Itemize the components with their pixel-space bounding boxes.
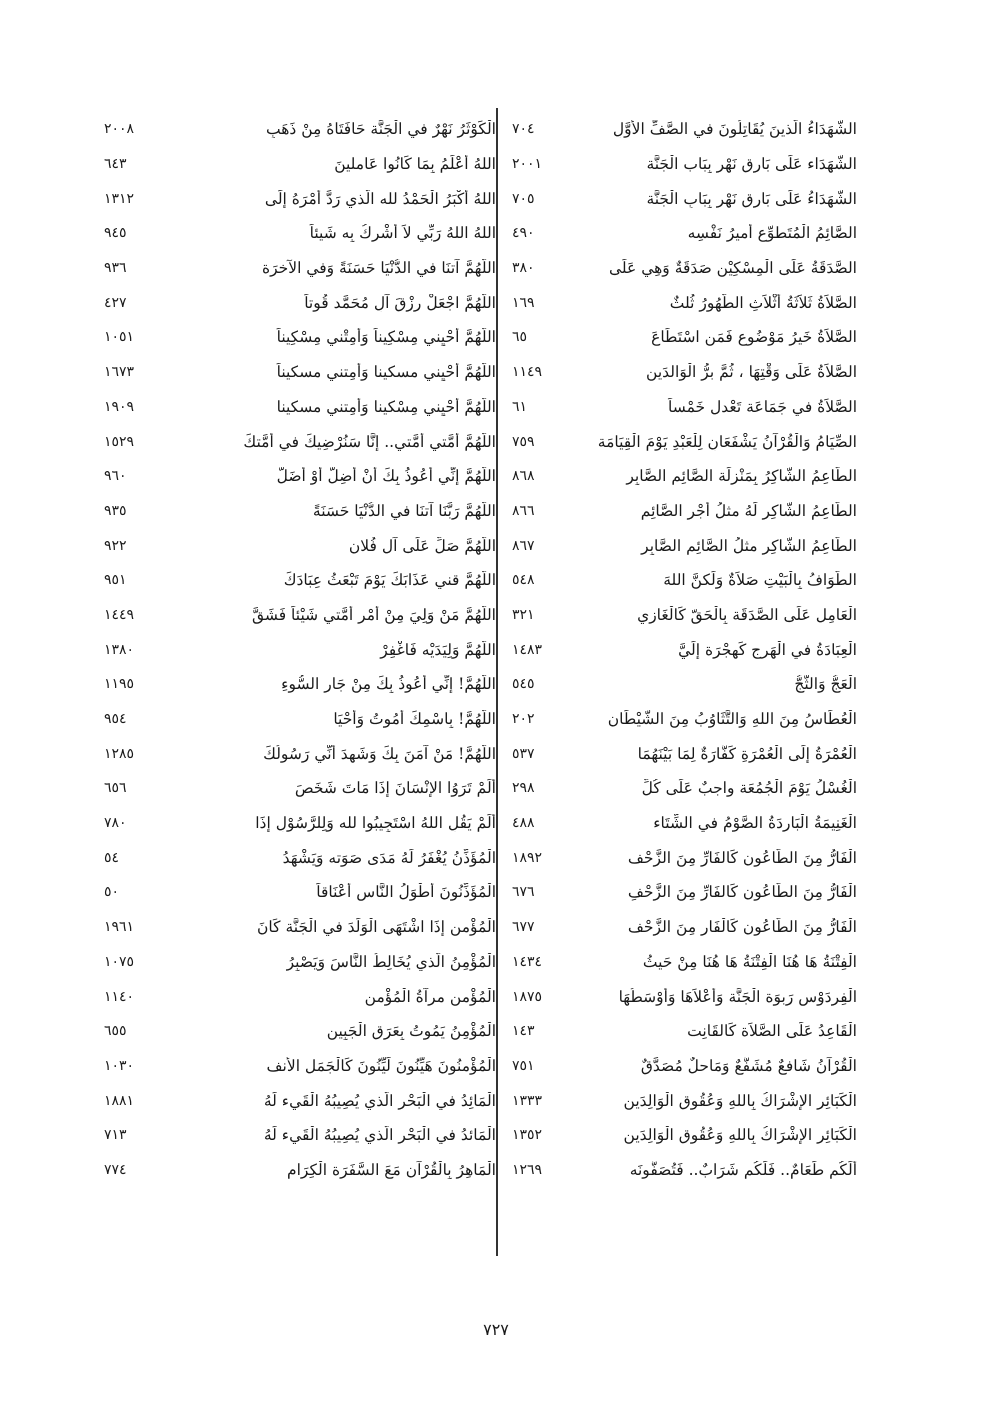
- entry-page-number: ٨٦٦: [512, 502, 535, 519]
- index-column-left: [104, 112, 496, 1187]
- entry-phrase: الشُّهَدَاءُ عَلَى بَارِق نَهْر بِبَابِ الْجَنَّة: [646, 189, 857, 208]
- entry-page-number: ٥٤: [104, 849, 120, 866]
- index-entry: [512, 390, 857, 425]
- entry-phrase: الْمُؤَذِّنُونَ أَطْوَلُ النَّاسِ أَعْنَاقاً: [316, 883, 496, 902]
- index-entry: [104, 840, 496, 875]
- index-entry: [104, 598, 496, 633]
- index-entry: [104, 1118, 496, 1153]
- entry-page-number: ٦٧٧: [512, 919, 535, 936]
- index-entry: [104, 147, 496, 182]
- entry-page-number: ٢٠٠٨: [104, 121, 135, 138]
- entry-page-number: ١٤٤٩: [104, 606, 135, 623]
- entry-page-number: ٧٠٤: [512, 121, 535, 138]
- entry-page-number: ٩٦٠: [104, 468, 127, 485]
- entry-page-number: ٥٤٨: [512, 572, 535, 589]
- entry-phrase: الطَّاعِمُ الشَّاكِر مثلُ الصَّائِم الصَّابِر: [641, 536, 857, 555]
- index-entry: [104, 875, 496, 910]
- index-entry: [104, 251, 496, 286]
- entry-phrase: الصَّائِمُ الْمُتَطوِّعِ أَميرُ نَفْسِه: [687, 224, 857, 243]
- entry-page-number: ٣٨٠: [512, 260, 535, 277]
- entry-page-number: ٢٩٨: [512, 780, 535, 797]
- index-entry: [512, 181, 857, 216]
- entry-page-number: ١٨٨١: [104, 1092, 135, 1109]
- entry-phrase: الشُّهَدَاءُ الَّذينَ يُقَاتِلُونَ في الصَّفِّ الأوَّلِ: [612, 120, 857, 139]
- index-entry: [512, 875, 857, 910]
- index-entry: [512, 494, 857, 529]
- index-entry: [104, 632, 496, 667]
- entry-phrase: اللهُ أَعْلَمُ بِمَا كَانُوا عَاملينَ: [334, 155, 496, 174]
- entry-page-number: ٩٣٥: [104, 502, 127, 519]
- index-entry: [104, 910, 496, 945]
- entry-phrase: الْعَجُّ وَالثَّجُّ: [794, 675, 857, 694]
- index-entry: [512, 528, 857, 563]
- entry-phrase: الطَّاعِمُ الشَّاكِر لَهُ مثلُ أَجْر الصَّائِم: [640, 501, 857, 520]
- entry-phrase: اللَّهُمَّ أُمَّتي أُمَّتي.. إنَّا سَنُرْضِيكَ في أُمَّتكَ: [243, 432, 496, 451]
- entry-phrase: الْمُؤْمنُونَ هَيِّنُونَ لَيِّنُونَ كَالْجَمَل الأَنف: [266, 1056, 496, 1075]
- index-entry: [512, 771, 857, 806]
- entry-page-number: ٥٣٧: [512, 745, 535, 762]
- entry-phrase: الْفِردَوْس رَبوَة الْجَنَّة وَأَعْلاَهَا وَأَوْسَطُهَا: [618, 987, 857, 1006]
- entry-page-number: ١٩٦١: [104, 919, 135, 936]
- entry-page-number: ٧٥٩: [512, 433, 535, 450]
- entry-page-number: ١٨٧٥: [512, 988, 543, 1005]
- index-entry: [104, 528, 496, 563]
- entry-page-number: ٤٢٧: [104, 294, 127, 311]
- index-entry: [512, 1118, 857, 1153]
- entry-page-number: ٣٢١: [512, 606, 535, 623]
- index-entry: [104, 1153, 496, 1188]
- entry-phrase: الْفَارُّ مِنَ الطَّاعُون كَالفَارِّ مِنَ الزَّحْف: [627, 848, 857, 867]
- entry-phrase: الطَّوَافُ بِالْبَيْتِ صَلاَةٌ وَلَكنَّ اللهَ: [663, 571, 857, 590]
- index-entry: [104, 390, 496, 425]
- entry-page-number: ٤٩٠: [512, 225, 535, 242]
- entry-page-number: ٢٠٠١: [512, 156, 543, 173]
- entry-phrase: اللَّهُمَّ إِنِّي أَعُوذُ بِكَ أَنْ أَضِلَّ أَوْ أُضَلَّ: [276, 467, 496, 486]
- entry-page-number: ٢٠٢: [512, 711, 535, 728]
- entry-phrase: اللَّهُمَّ أَحْيِني مِسْكينا وَأَمِتني مسكينا: [276, 397, 496, 416]
- entry-page-number: ١٠٥١: [104, 329, 135, 346]
- index-entry: [104, 563, 496, 598]
- entry-page-number: ٧٥١: [512, 1057, 535, 1074]
- index-entry: [512, 736, 857, 771]
- entry-phrase: الْقَاعِدُ عَلَى الصَّلاَة كَالقَانِت: [687, 1022, 857, 1041]
- index-entry: [512, 1083, 857, 1118]
- entry-page-number: ٦٥: [512, 329, 528, 346]
- entry-phrase: اللَّهُمَّ قني عَذَابَكَ يَوْمَ تَبْعَثُ عِبَادَكَ: [283, 571, 496, 590]
- entry-page-number: ٩٤٥: [104, 225, 127, 242]
- entry-phrase: الصَّلاَةُ خَيرُ مَوْضُوعٍ فَمَنِ اسْتَطَاعَ: [651, 328, 857, 347]
- index-entry: [104, 216, 496, 251]
- index-entry: [512, 632, 857, 667]
- entry-page-number: ٦١: [512, 398, 528, 415]
- entry-phrase: الْعِبَادَةُ في الْهَرجِ كَهِجْرَة إِلَيَّ: [678, 640, 857, 659]
- entry-phrase: الْغَنِيمَةُ الْبَارِدَةُ الصَّوْمُ في الشِّتَاء: [653, 814, 857, 833]
- index-entry: [104, 1014, 496, 1049]
- index-entry: [512, 702, 857, 737]
- entry-phrase: الْمُؤْمِنُ يَمُوتُ بِعَرَق الْجَبِين: [326, 1022, 496, 1041]
- entry-page-number: ١٠٣٠: [104, 1057, 135, 1074]
- entry-page-number: ١٥٢٩: [104, 433, 135, 450]
- index-column-right: [512, 112, 857, 1187]
- entry-page-number: ٧٧٤: [104, 1161, 127, 1178]
- entry-page-number: ٦٧٦: [512, 884, 535, 901]
- index-entry: [512, 1049, 857, 1084]
- entry-phrase: الْمَائدُ في الْبَحْرِ الَّذي يُصِيبُهُ الْقَيء لَهُ: [263, 1126, 496, 1145]
- entry-phrase: اللَّهُمَّ رَبَّنَا آتنَا في الدُّنْيَا حَسَنَةً: [312, 501, 496, 520]
- index-entry: [512, 355, 857, 390]
- entry-page-number: ١٢٨٥: [104, 745, 135, 762]
- entry-phrase: الْكَبَائِر الإِشْرَاكُ بِاللهِ وَعُقُوق الْوَالِدَين: [623, 1126, 857, 1145]
- entry-phrase: الْفِتْنَةُ هَا هُنَا الْفِتْنَةُ هَا هُنَا مِنْ حَيثُ: [642, 952, 857, 971]
- entry-page-number: ١٤٣٤: [512, 953, 543, 970]
- entry-page-number: ٦٤٣: [104, 156, 127, 173]
- entry-page-number: ١٤٨٣: [512, 641, 543, 658]
- index-entry: [512, 1153, 857, 1188]
- index-entry: [512, 320, 857, 355]
- index-entry: [104, 355, 496, 390]
- entry-phrase: اللَّهُمَّ! إِنِّي أَعُوذُ بِكَ مِنْ جَارِ السُّوءِ: [281, 675, 496, 694]
- entry-phrase: اللَّهُمَّ أَحْيِني مسكينا وَأَمِتني مسكيناً: [276, 363, 496, 382]
- entry-phrase: أَلَمْ يَقُلِ اللهُ اسْتَجِيبُوا لله وَلِلرَّسُوْلِ إذَا: [255, 814, 496, 833]
- index-entry: [512, 112, 857, 147]
- entry-phrase: الْغُسْلُ يَوْمَ الْجُمُعَة واجبٌ عَلَى كُلِّ: [641, 779, 857, 798]
- index-entry: [512, 840, 857, 875]
- index-entry: [512, 806, 857, 841]
- entry-page-number: ٨٦٧: [512, 537, 535, 554]
- entry-page-number: ٩٣٦: [104, 260, 127, 277]
- entry-phrase: الْعُطَاسُ مِنَ اللهِ وَالتَّثَاوُبُ مِنَ الشَّيْطَان: [607, 710, 857, 729]
- entry-page-number: ٩٥١: [104, 572, 127, 589]
- entry-phrase: الْعُمْرَةُ إِلَى الْعُمْرَةِ كَفَّارَةٌ لِمَا بَيْنَهُمَا: [637, 744, 857, 763]
- index-entry: [512, 147, 857, 182]
- index-entry: [512, 424, 857, 459]
- entry-phrase: الْمُؤْمن مرآةُ الْمُؤْمن: [364, 987, 496, 1006]
- entry-phrase: الصِّيَامُ وَالْقُرْآنُ يَشْفَعَانِ لِلْعَبْدِ يَوْمَ الْقِيَامَة: [597, 432, 857, 451]
- index-entry: [512, 285, 857, 320]
- entry-phrase: الْمُؤْمِنُ الَّذي يُخَالِطُ النَّاسَ وَيَصْبِرُ: [286, 952, 496, 971]
- entry-page-number: ١٩٠٩: [104, 398, 135, 415]
- entry-phrase: الصَّلاَةُ في جَمَاعَة تَعْدل خَمْساً: [668, 397, 857, 416]
- entry-page-number: ١٣٨٠: [104, 641, 135, 658]
- entry-page-number: ١٠٧٥: [104, 953, 135, 970]
- entry-page-number: ٩٥٤: [104, 711, 127, 728]
- entry-phrase: الصَّدَقَةُ عَلَى الْمِسْكِيْنِ صَدَقَةٌ وَهِي عَلَى: [608, 259, 857, 278]
- entry-page-number: ١١٤٩: [512, 364, 543, 381]
- entry-phrase: الْقُرْآنُ شَافعٌ مُشَفَّعٌ وَمَاحلٌ مُصَدَّقٌ: [640, 1056, 857, 1075]
- entry-page-number: ١١٩٥: [104, 676, 135, 693]
- entry-page-number: ١٦٧٣: [104, 364, 135, 381]
- entry-phrase: الْكَوْثَرُ نَهْرٌ في الْجَنَّة حَافَتَاهُ مِنْ ذَهَبٍ: [265, 120, 496, 139]
- entry-phrase: الْمُؤْمن إذَا اشْتَهَى الْوَلَدَ في الْجَنَّة كَانَ: [257, 918, 496, 937]
- entry-phrase: اللهُ أَكْبَرُ الْحَمْدُ لله الَّذي رَدَّ أَمْرَهُ إِلَى: [264, 189, 496, 208]
- index-entry: [104, 181, 496, 216]
- entry-page-number: ١٣٣٣: [512, 1092, 543, 1109]
- index-entry: [512, 216, 857, 251]
- index-entry: [104, 320, 496, 355]
- index-entry: [104, 112, 496, 147]
- entry-page-number: ٦٥٦: [104, 780, 127, 797]
- entry-phrase: الْفَارُّ مِنَ الطَّاعُون كَالفَارِّ مِنَ الزَّحْفِ: [627, 883, 857, 902]
- entry-page-number: ١٦٩: [512, 294, 535, 311]
- entry-phrase: اللَّهُمَّ! مَنْ آمَنَ بِكَ وَشَهِدَ أَنِّي رَسُولُكَ: [263, 744, 496, 763]
- entry-phrase: اللَّهُمَّ وَلِيَدَيْه فَاغْفِرْ: [380, 640, 496, 659]
- entry-phrase: الْمَائِدُ في الْبَحْرِ الَّذي يُصِيبُهُ الْقَيء لَهُ: [263, 1091, 496, 1110]
- index-entry: [104, 1049, 496, 1084]
- entry-phrase: اللهُ اللهُ رَبِّي لاَ أُشْرِكُ بِه شَيئاً: [309, 224, 496, 243]
- index-entry: [104, 459, 496, 494]
- entry-page-number: ٥٤٥: [512, 676, 535, 693]
- index-entry: [104, 979, 496, 1014]
- entry-phrase: اللَّهُمَّ اجْعَلْ رِزْقَ آلِ مُحَمَّد قُوتاً: [304, 293, 496, 312]
- entry-phrase: الشُّهَدَاء عَلَى بَارِق نَهْر بِبَاب الْجَنَّة: [646, 155, 857, 174]
- page-number: ٧٢٧: [483, 1320, 509, 1339]
- entry-phrase: اللَّهُمَّ آتنَا في الدُّنْيَا حَسَنَةً وَفي الآخرَة: [261, 259, 496, 278]
- entry-phrase: الْمَاهِرُ بِالْقُرْآن مَعَ السَّفَرَة الْكِرَام: [287, 1160, 496, 1179]
- entry-page-number: ٨٦٨: [512, 468, 535, 485]
- index-entry: [104, 1083, 496, 1118]
- index-entry: [104, 667, 496, 702]
- index-entry: [104, 771, 496, 806]
- index-entry: [512, 251, 857, 286]
- index-entry: [512, 459, 857, 494]
- entry-page-number: ١٣٥٢: [512, 1127, 543, 1144]
- entry-page-number: ٧١٣: [104, 1127, 127, 1144]
- index-entry: [104, 424, 496, 459]
- entry-phrase: اللَّهُمَّ مَنْ وَلِيَ مِنْ أَمْرِ أُمَّتي شَيْئاً فَشَقَّ: [251, 605, 496, 624]
- entry-page-number: ٩٢٢: [104, 537, 127, 554]
- column-divider: [496, 108, 498, 1256]
- entry-page-number: ٧٠٥: [512, 190, 535, 207]
- entry-page-number: ١١٤٠: [104, 988, 135, 1005]
- entry-phrase: أَلَكُم طَعَامٌ.. فَلَكُم شَرَابٌ.. فَتُصَفُّونَه: [629, 1160, 857, 1179]
- entry-phrase: اللَّهُمَّ صَلِّ عَلَى آل فُلان: [348, 536, 496, 555]
- entry-phrase: الْمُؤَذِّنُ يُغْفَرُ لَهُ مَدَى صَوَته وَيَشْهَدُ: [282, 848, 496, 867]
- index-entry: [512, 910, 857, 945]
- entry-page-number: ٤٨٨: [512, 815, 535, 832]
- index-entry: [512, 563, 857, 598]
- index-entry: [512, 979, 857, 1014]
- entry-page-number: ٥٠: [104, 884, 120, 901]
- entry-page-number: ١٤٣: [512, 1023, 535, 1040]
- index-entry: [512, 1014, 857, 1049]
- entry-phrase: الْعَامِل عَلَى الصَّدَقَة بِالْحَقّ كَالْغَازِي: [637, 605, 857, 624]
- index-entry: [104, 494, 496, 529]
- index-entry: [104, 945, 496, 980]
- index-entry: [512, 667, 857, 702]
- entry-page-number: ١٣١٢: [104, 190, 135, 207]
- entry-phrase: أَلَمْ تَرَوُا الإِنْسَانَ إِذَا مَاتَ شَخَصَ: [294, 779, 496, 798]
- entry-page-number: ٧٨٠: [104, 815, 127, 832]
- index-entry: [104, 285, 496, 320]
- entry-phrase: الْفَارُّ مِنَ الطَّاعُون كَالْفَار مِنَ الزَّحْف: [627, 918, 857, 937]
- index-entry: [104, 736, 496, 771]
- entry-phrase: الصَّلاَةُ عَلَى وَقْتِهَا ، ثُمَّ برُّ الْوَالدَين: [646, 363, 857, 382]
- entry-phrase: اللَّهُمَّ! بِاسْمِكَ أَمُوتُ وَأَحْيَا: [333, 710, 496, 729]
- entry-page-number: ٦٥٥: [104, 1023, 127, 1040]
- entry-page-number: ١٨٩٢: [512, 849, 543, 866]
- index-entry: [104, 806, 496, 841]
- index-entry: [104, 702, 496, 737]
- entry-phrase: الْكَبَائِر الإِشْرَاكُ بِاللهِ وَعُقُوق الْوَالِدَين: [623, 1091, 857, 1110]
- entry-phrase: الصَّلاَةُ ثَلاَثَةُ أَثْلاَثِ الطُّهُورُ ثُلثٌ: [669, 293, 857, 312]
- index-entry: [512, 598, 857, 633]
- entry-page-number: ١٢٦٩: [512, 1161, 543, 1178]
- entry-phrase: اللَّهُمَّ أَحْيِني مِسْكِيناً وَأَمِتْني مِسْكِيناً: [276, 328, 496, 347]
- index-entry: [512, 945, 857, 980]
- entry-phrase: الطَّاعِمُ الشَّاكِرُ بِمَنْزِلَة الصَّائِم الصَّابِرِ: [626, 467, 857, 486]
